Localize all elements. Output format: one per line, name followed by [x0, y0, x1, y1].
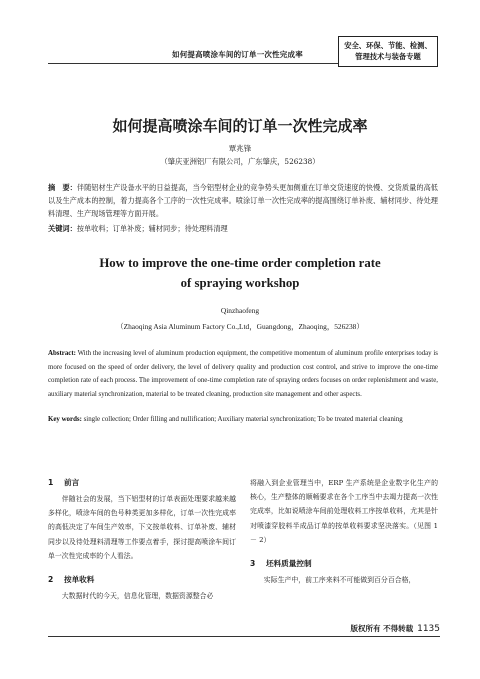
abstract-cn-label: 摘 要： — [48, 183, 77, 192]
article-title-en-line-2: of spraying workshop — [180, 276, 300, 290]
article-title-en — [0, 253, 480, 293]
article-title-en-line-1: How to improve the one-time order completion rate — [99, 256, 381, 270]
section-1-title: 前言 — [64, 478, 80, 487]
keywords-cn-text: 按单收料；订单补废；辅材同步；待处理料清理 — [76, 224, 228, 233]
section-3-title: 坯料质量控制 — [266, 559, 312, 569]
affiliation-cn: （肇庆亚洲铝厂有限公司，广东肇庆，526238） — [160, 157, 320, 166]
section-2-continued-paragraph: 将融入到企业管理当中，ERP 生产系统是企业数字化生产的核心，生产整体的顺畅要求在各个工序当中去竭力提高一次性完成率，比如说喷涂车间前处理收料工序按单收料，尤其是针对喷漆穿胶料半成品订单的按单收料要求坚决落实。（见图 1 － 2） — [250, 479, 438, 544]
keywords-cn — [48, 223, 438, 235]
section-3-number: 3 — [250, 559, 256, 569]
abstract-en — [48, 347, 438, 401]
abstract-cn-text: 伴随铝材生产设备水平的日益提高，当今铝型材企业的竞争势头更加侧重在订单交货速度的快慢、交货质量的高低以及生产成本的控制，着力提高各个工序的一次性完成率。喷涂订单一次性完成率的提高围绕订单补废、辅材同步、待处理料清理、生产现场管理等方面开展。 — [48, 183, 438, 219]
page-footer — [340, 623, 440, 634]
affiliation-en: （Zhaoqing Asia Aluminum Factory Co.,Ltd，Guangdong，Zhaoqing，526238） — [116, 322, 364, 331]
copyright-notice: 版权所有 不得转载 — [350, 624, 414, 633]
keywords-en-text: single collection; Order filling and nullification; Auxiliary material synchronization; To be treated material cleaning — [81, 416, 403, 423]
keywords-cn-label: 关键词： — [48, 224, 77, 233]
section-3-paragraph: 实际生产中，前工序来料不可能做到百分百合格， — [263, 576, 416, 585]
running-head: 如何提高喷涂车间的订单一次性完成率 — [172, 50, 303, 59]
section-1-heading — [48, 476, 236, 490]
section-1-number: 1 — [48, 478, 54, 487]
column-tag-line-1: 安全、环保、节能、检测、 — [344, 41, 432, 50]
author-en: Qinzhaofeng — [220, 306, 260, 315]
keywords-en-label: Key words: — [48, 416, 82, 423]
keywords-en — [48, 414, 444, 426]
section-3-heading — [250, 557, 438, 571]
abstract-en-label: Abstract: — [48, 350, 76, 357]
body-column-left — [48, 476, 236, 603]
column-tag-line-2: 管理技术与装备专题 — [355, 52, 421, 61]
section-2-paragraph: 大数据时代的今天，信息化管理，数据资源整合必 — [61, 592, 214, 601]
page-number: 1135 — [417, 624, 440, 634]
author-cn: 覃兆锋 — [228, 144, 252, 153]
section-2-heading — [48, 573, 236, 587]
footer-rule — [48, 636, 440, 637]
header-rule — [48, 63, 338, 64]
column-tag-box — [338, 36, 438, 67]
article-title-cn: 如何提高喷涂车间的订单一次性完成率 — [112, 117, 368, 135]
section-2-number: 2 — [48, 575, 54, 585]
section-1-paragraph: 伴随社会的发展，当下铝型材的订单表面处理要求越来越多样化，喷涂车间的色号种类更加多样化，订单一次性完成率的高低决定了车间生产效率，下文按单收料、订单补废、辅材同步以及待处理料清理等工作要点着手，探讨提高喷涂车间订单一次性完成率的个人看法。 — [48, 495, 236, 560]
abstract-en-text: With the increasing level of aluminum production equipment, the competitive momentum of aluminum profile enterprises today is more focused on the speed of order delivery, the level of delivery quality and production cost control, and strive to improve the one-time completion rate of each process. The improvement of one-time completion rate of spraying orders focuses on order replenishment and waste, auxiliary material synchronization, material to be treated cleaning, production site management and other aspects. — [48, 350, 438, 398]
section-2-title: 按单收料 — [64, 575, 95, 585]
body-column-right — [250, 476, 438, 587]
abstract-cn — [48, 181, 438, 221]
